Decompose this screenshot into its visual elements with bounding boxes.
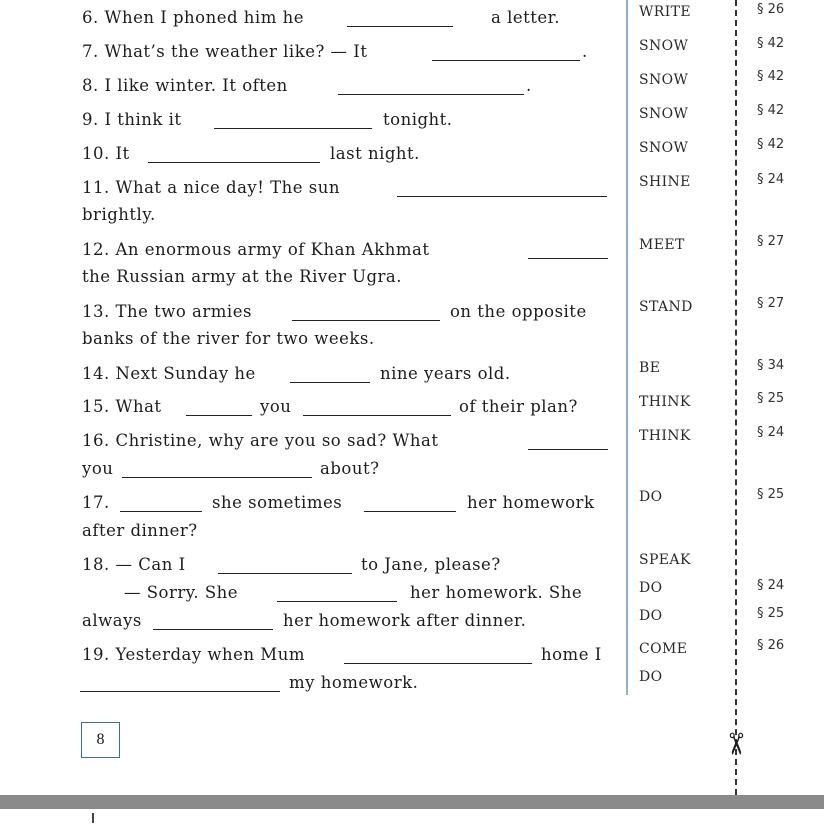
exercise-text-segment: 6. When I phoned him he (82, 8, 304, 27)
grammar-section-ref: § 42 (757, 36, 785, 51)
answer-blank (290, 382, 370, 383)
exercise-text-segment: 14. Next Sunday he (82, 364, 256, 383)
verb-hint: WRITE (639, 4, 692, 20)
exercise-text-segment: brightly. (82, 205, 156, 224)
grammar-section-ref: § 25 (757, 606, 785, 621)
exercise-text-segment: her homework (467, 493, 595, 512)
exercise-text-segment: to Jane, please? (361, 555, 501, 574)
answer-blank (122, 477, 312, 478)
answer-blank (344, 663, 532, 664)
exercise-text-segment: always (82, 611, 142, 630)
exercise-text-segment: 18. — Can I (82, 555, 186, 574)
answer-blank (432, 60, 580, 61)
grammar-section-ref: § 34 (757, 358, 785, 373)
verb-hint: THINK (639, 428, 691, 444)
verb-hint: BE (639, 360, 661, 376)
exercise-text-segment: of their plan? (459, 397, 578, 416)
grammar-section-ref: § 25 (757, 391, 785, 406)
exercise-text-segment: 17. (82, 493, 110, 512)
exercise-text-segment: on the opposite (450, 302, 587, 321)
verb-hint: DO (639, 580, 663, 596)
exercise-text-segment: my homework. (289, 673, 419, 692)
exercise-text-segment: 13. The two armies (82, 302, 252, 321)
answer-blank (347, 26, 453, 27)
exercise-text-segment: tonight. (383, 110, 453, 129)
page-number: 8 (81, 722, 120, 758)
answer-blank (338, 94, 524, 95)
verb-hint: DO (639, 489, 663, 505)
exercise-text-segment: 19. Yesterday when Mum (82, 645, 305, 664)
verb-hint: SNOW (639, 72, 689, 88)
exercise-text-segment: her homework after dinner. (283, 611, 527, 630)
verb-hint: SHINE (639, 174, 691, 190)
answer-blank (277, 601, 397, 602)
answer-blank (364, 511, 456, 512)
grammar-section-ref: § 24 (757, 578, 785, 593)
exercise-text-segment: last night. (330, 144, 420, 163)
exercise-text-segment: . (582, 42, 588, 61)
answer-blank (153, 629, 273, 630)
verb-hint: MEET (639, 237, 685, 253)
grammar-section-ref: § 42 (757, 103, 785, 118)
exercise-text-segment: 11. What a nice day! The sun (82, 178, 340, 197)
exercise-text-segment: 10. It (82, 144, 130, 163)
answer-blank (214, 128, 372, 129)
verb-hint: DO (639, 608, 663, 624)
answer-blank (528, 258, 608, 259)
cut-line (735, 0, 737, 795)
exercise-text-segment: the Russian army at the River Ugra. (82, 267, 403, 286)
answer-blank (186, 415, 252, 416)
exercise-text-segment: banks of the river for two weeks. (82, 329, 375, 348)
exercise-text-segment: — Sorry. She (124, 583, 239, 602)
exercise-text-segment: 16. Christine, why are you so sad? What (82, 431, 439, 450)
answer-blank (528, 449, 608, 450)
exercise-text-segment: her homework. She (410, 583, 583, 602)
answer-blank (397, 196, 607, 197)
verb-hint: SNOW (639, 38, 689, 54)
column-divider (626, 0, 628, 695)
answer-blank (292, 320, 440, 321)
grammar-section-ref: § 42 (757, 137, 785, 152)
answer-blank (120, 511, 202, 512)
answer-blank (218, 573, 352, 574)
verb-hint: SNOW (639, 106, 689, 122)
answer-blank (148, 162, 320, 163)
exercise-text-segment: a letter. (491, 8, 560, 27)
exercise-text-segment: you (82, 459, 114, 478)
grammar-section-ref: § 25 (757, 487, 785, 502)
verb-hint: DO (639, 669, 663, 685)
exercise-text-segment: 15. What (82, 397, 162, 416)
exercise-text-segment: 7. What’s the weather like? — It (82, 42, 368, 61)
tick-mark (92, 813, 94, 823)
exercise-text-segment: after dinner? (82, 521, 198, 540)
verb-hint: SPEAK (639, 552, 691, 568)
exercise-text-segment: 9. I think it (82, 110, 182, 129)
grammar-section-ref: § 26 (757, 2, 785, 17)
answer-blank (80, 691, 280, 692)
verb-hint: SNOW (639, 140, 689, 156)
exercise-text-segment: you (260, 397, 292, 416)
verb-hint: THINK (639, 394, 691, 410)
verb-hint: STAND (639, 299, 693, 315)
grammar-section-ref: § 26 (757, 638, 785, 653)
exercise-text-segment: . (526, 76, 532, 95)
exercise-text-segment: 12. An enormous army of Khan Akhmat (82, 240, 430, 259)
grammar-section-ref: § 27 (757, 296, 785, 311)
grammar-section-ref: § 24 (757, 172, 785, 187)
verb-hint: COME (639, 641, 688, 657)
grammar-section-ref: § 42 (757, 69, 785, 84)
grammar-section-ref: § 24 (757, 425, 785, 440)
exercise-text-segment: nine years old. (380, 364, 511, 383)
exercise-text-segment: 8. I like winter. It often (82, 76, 288, 95)
exercise-text-segment: about? (320, 459, 380, 478)
exercise-text-segment: she sometimes (212, 493, 343, 512)
page-edge-bar (0, 795, 824, 809)
answer-blank (303, 415, 451, 416)
grammar-section-ref: § 27 (757, 234, 785, 249)
exercise-text-segment: home I (541, 645, 602, 664)
scissors-icon: ✂ (717, 731, 753, 757)
